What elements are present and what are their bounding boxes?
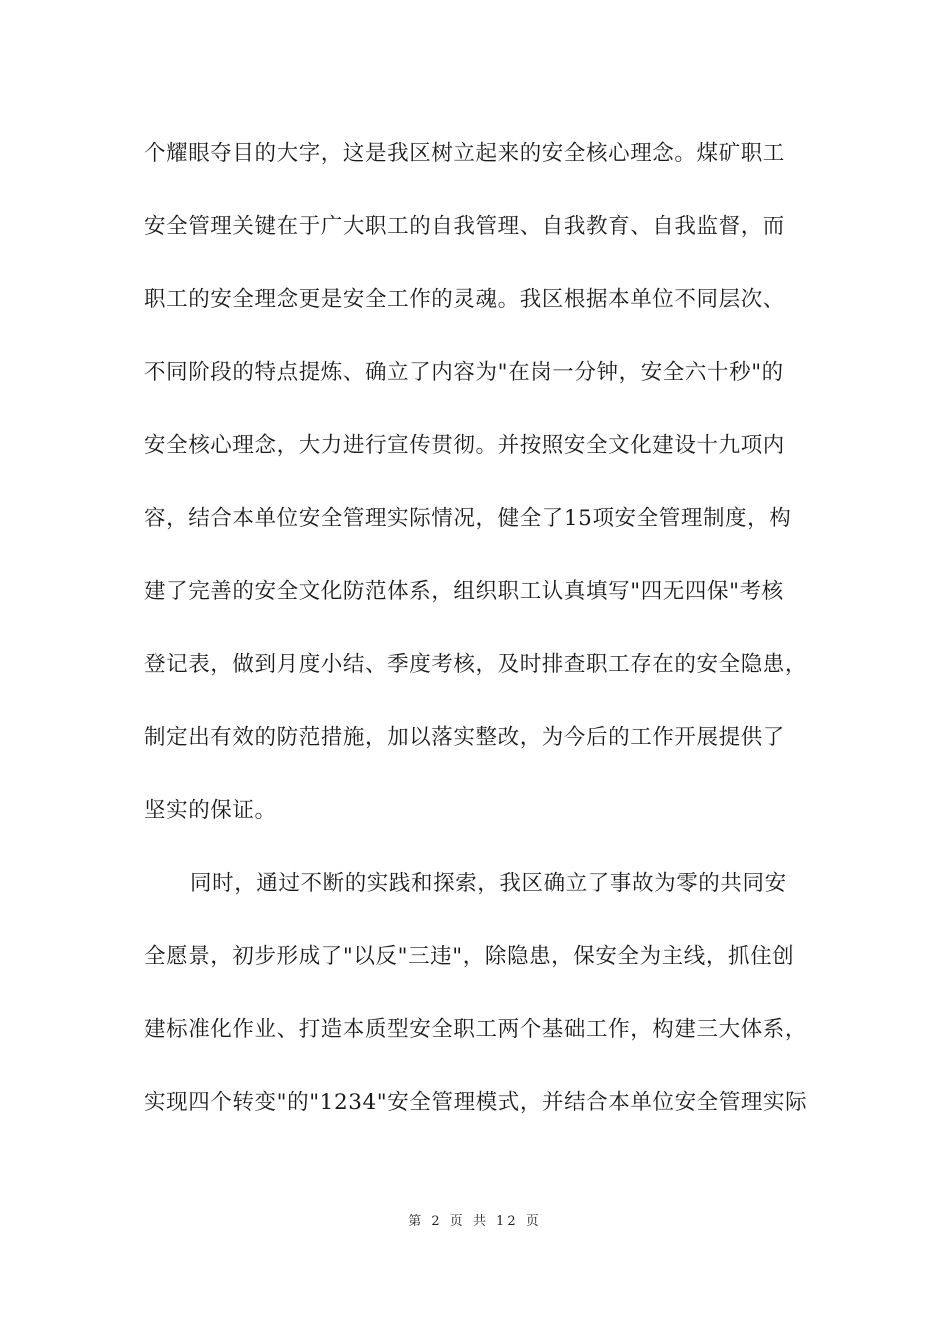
text-line: 建标准化作业、打造本质型安全职工两个基础工作，构建三大体系，: [144, 1017, 808, 1042]
paragraph-start-line: 同时，通过不断的实践和探索，我区确立了事故为零的共同安: [190, 871, 787, 896]
text-line: 容，结合本单位安全管理实际情况，健全了15项安全管理制度，构: [144, 506, 792, 531]
text-line: 职工的安全理念更是安全工作的灵魂。我区根据本单位不同层次、: [144, 287, 785, 312]
text-line: 安全核心理念，大力进行宣传贯彻。并按照安全文化建设十九项内: [144, 433, 785, 458]
text-line: 建了完善的安全文化防范体系，组织职工认真填写"四无四保"考核: [144, 579, 784, 604]
body-text: [144, 134, 824, 1156]
text-line: 全愿景，初步形成了"以反"三违"，除隐患，保安全为主线，抓住创: [144, 944, 795, 969]
text-line: 安全管理关键在于广大职工的自我管理、自我教育、自我监督，而: [144, 214, 785, 239]
text-line: 个耀眼夺目的大字，这是我区树立起来的安全核心理念。煤矿职工: [144, 141, 785, 166]
text-line: 登记表，做到月度小结、季度考核，及时排查职工存在的安全隐患，: [144, 652, 808, 677]
text-line: 实现四个转变"的"1234"安全管理模式，并结合本单位安全管理实际: [144, 1090, 808, 1115]
text-line: 不同阶段的特点提炼、确立了内容为"在岗一分钟，安全六十秒"的: [144, 360, 784, 385]
text-line: 制定出有效的防范措施，加以落实整改，为今后的工作开展提供了: [144, 725, 785, 750]
page-number-label: 第 2 页 共 12 页: [408, 1214, 542, 1229]
page-footer: [0, 1210, 950, 1229]
text-line: 坚实的保证。: [144, 798, 277, 823]
